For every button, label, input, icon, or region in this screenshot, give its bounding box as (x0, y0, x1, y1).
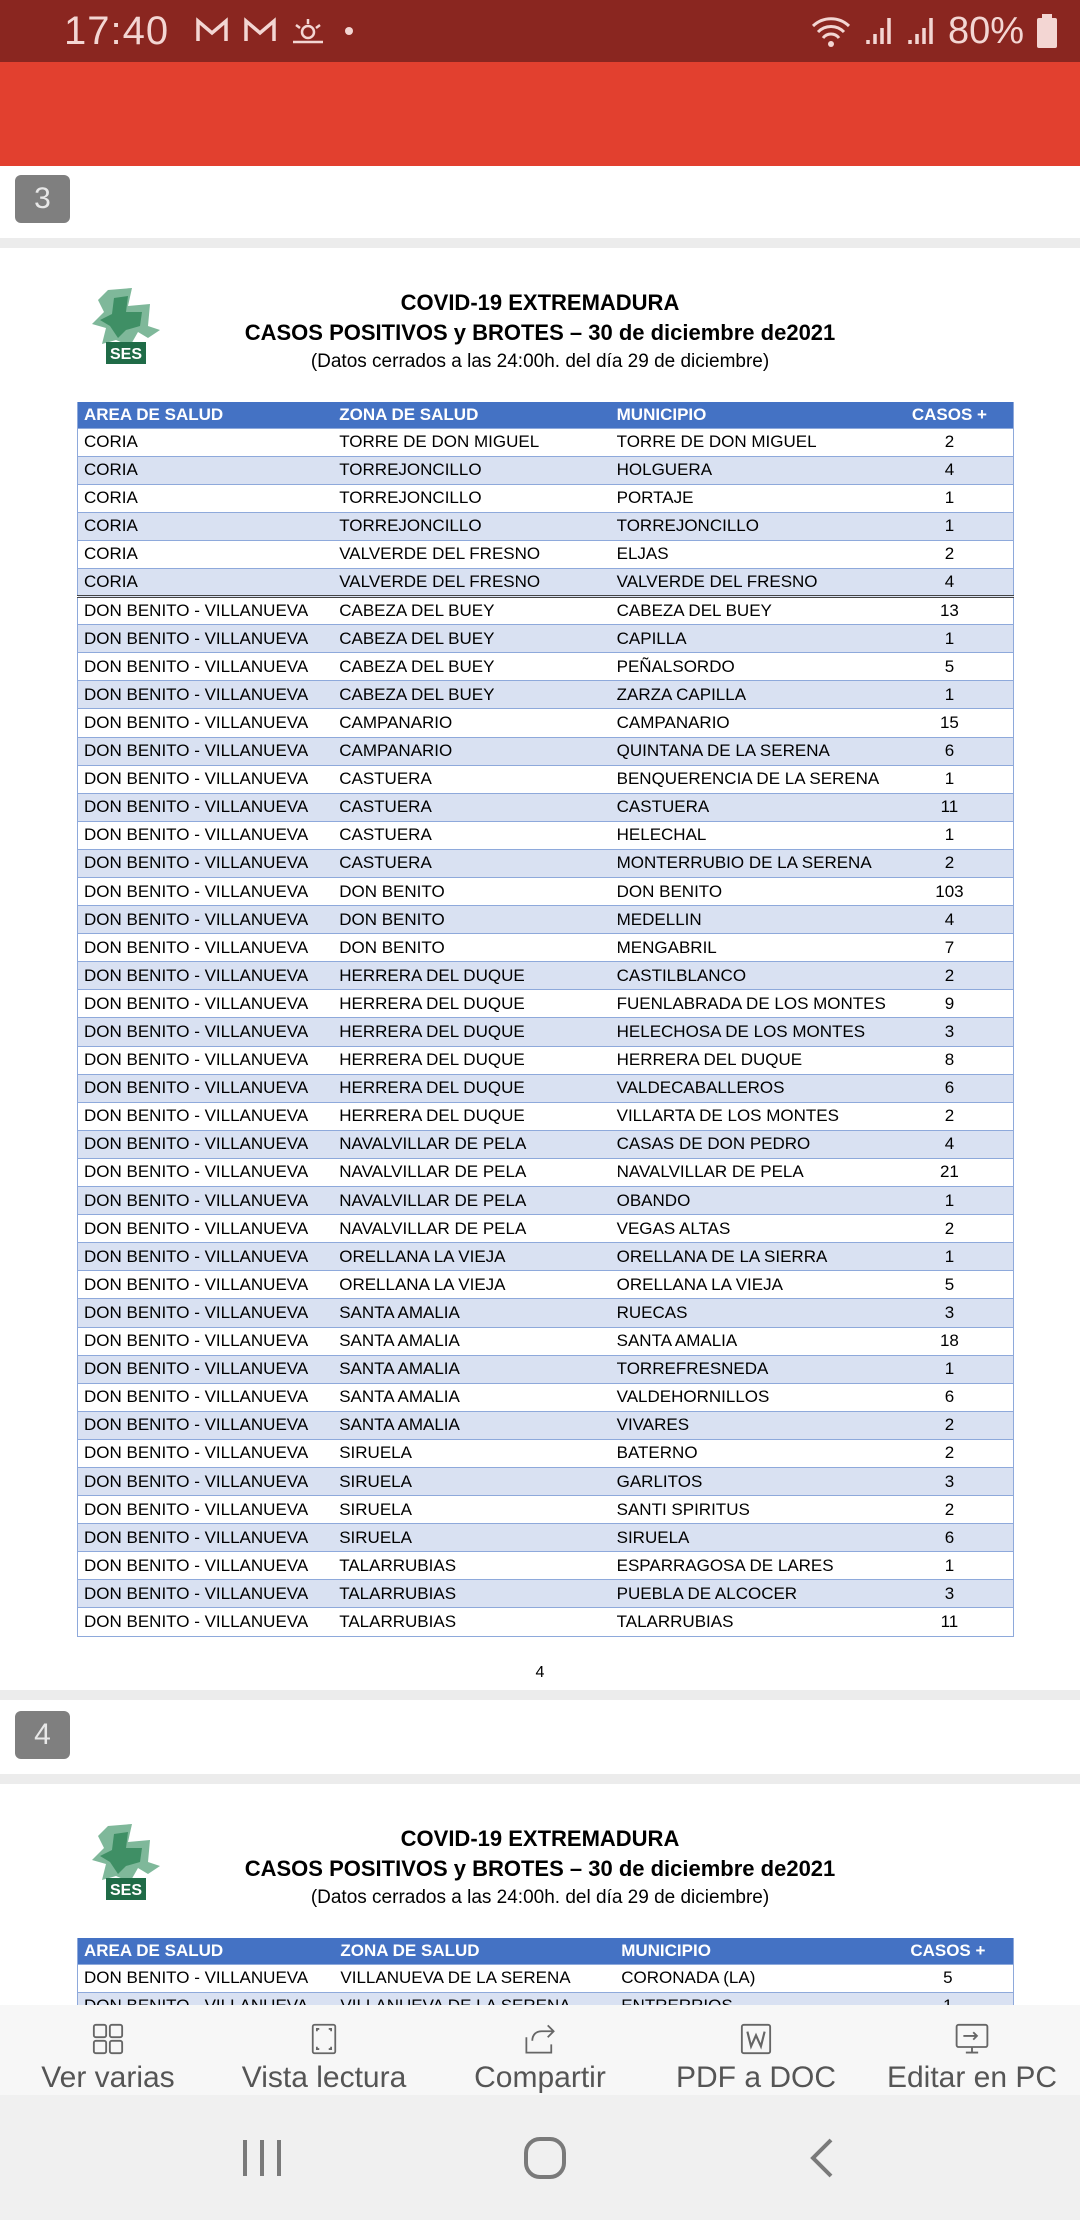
table-row (78, 1187, 1014, 1215)
municipality-cell: VALVERDE DEL FRESNO (611, 568, 886, 596)
area-cell: DON BENITO - VILLANUEVA (78, 1411, 334, 1439)
municipality-cell: BATERNO (611, 1439, 886, 1467)
document-subtitle: CASOS POSITIVOS y BROTES – 30 de diciembre de2021 (244, 1856, 836, 1881)
cases-cell: 18 (886, 1327, 1014, 1355)
area-cell: DON BENITO - VILLANUEVA (78, 793, 334, 821)
cases-cell: 1 (886, 1355, 1014, 1383)
zone-cell: SIRUELA (333, 1467, 610, 1495)
cases-cell: 11 (886, 1608, 1014, 1636)
area-cell: DON BENITO - VILLANUEVA (78, 625, 334, 653)
area-cell: CORIA (78, 484, 334, 512)
cases-cell: 3 (886, 1018, 1014, 1046)
zone-cell: SIRUELA (333, 1496, 610, 1524)
cases-cell: 13 (886, 597, 1014, 625)
table-row (78, 737, 1014, 765)
column-header: AREA DE SALUD (78, 402, 334, 428)
document-note: (Datos cerrados a las 24:00h. del día 29 de diciembre) (310, 351, 770, 372)
municipality-cell: ORELLANA DE LA SIERRA (611, 1243, 886, 1271)
zone-cell: CAMPANARIO (333, 709, 610, 737)
logo-text: SES (109, 346, 143, 363)
cases-cell: 5 (886, 653, 1014, 681)
area-cell: DON BENITO - VILLANUEVA (78, 1299, 334, 1327)
zone-cell: DON BENITO (333, 878, 610, 906)
table-row (78, 962, 1014, 990)
wifi-icon (810, 14, 852, 48)
table-row (78, 625, 1014, 653)
zone-cell: TALARRUBIAS (333, 1608, 610, 1636)
app-toolbar (0, 62, 1080, 166)
area-cell: DON BENITO - VILLANUEVA (78, 990, 334, 1018)
area-cell: DON BENITO - VILLANUEVA (78, 1327, 334, 1355)
table-header-row (78, 402, 1014, 428)
signal-icon (864, 14, 894, 48)
municipality-cell: MONTERRUBIO DE LA SERENA (611, 849, 886, 877)
municipality-cell: CORONADA (LA) (615, 1964, 883, 1992)
area-cell: DON BENITO - VILLANUEVA (78, 1102, 334, 1130)
zone-cell: NAVALVILLAR DE PELA (333, 1215, 610, 1243)
zone-cell: CASTUERA (333, 849, 610, 877)
area-cell: DON BENITO - VILLANUEVA (78, 765, 334, 793)
area-cell: CORIA (78, 568, 334, 596)
area-cell: DON BENITO - VILLANUEVA (78, 1187, 334, 1215)
municipality-cell: CAPILLA (611, 625, 886, 653)
column-header: MUNICIPIO (615, 1938, 883, 1964)
cases-cell: 6 (886, 737, 1014, 765)
municipality-cell: CASAS DE DON PEDRO (611, 1130, 886, 1158)
table-row (78, 878, 1014, 906)
area-cell: DON BENITO - VILLANUEVA (78, 878, 334, 906)
toolbar-label: PDF a DOC (675, 2061, 837, 2094)
table-row (78, 681, 1014, 709)
cases-cell: 7 (886, 934, 1014, 962)
municipality-cell: NAVALVILLAR DE PELA (611, 1158, 886, 1186)
table-row (78, 597, 1014, 625)
area-cell: DON BENITO - VILLANUEVA (78, 1130, 334, 1158)
municipality-cell: TORRE DE DON MIGUEL (611, 428, 886, 456)
municipality-cell: HERRERA DEL DUQUE (611, 1046, 886, 1074)
zone-cell: TORREJONCILLO (333, 484, 610, 512)
zone-cell: DON BENITO (333, 906, 610, 934)
area-cell: DON BENITO - VILLANUEVA (78, 934, 334, 962)
zone-cell: ORELLANA LA VIEJA (333, 1243, 610, 1271)
zone-cell: CABEZA DEL BUEY (333, 597, 610, 625)
municipality-cell: ZARZA CAPILLA (611, 681, 886, 709)
table-row (78, 568, 1014, 596)
zone-cell: TORREJONCILLO (333, 512, 610, 540)
cases-cell: 2 (886, 1102, 1014, 1130)
table-row (78, 1243, 1014, 1271)
cases-cell: 2 (886, 1411, 1014, 1439)
cases-cell: 2 (886, 849, 1014, 877)
table-row (78, 1046, 1014, 1074)
toolbar-label: Compartir (474, 2061, 606, 2094)
area-cell: DON BENITO - VILLANUEVA (78, 962, 334, 990)
back-icon[interactable] (803, 2134, 843, 2182)
page-number: 4 (535, 1664, 545, 1681)
area-cell: DON BENITO - VILLANUEVA (78, 1243, 334, 1271)
table-row (78, 456, 1014, 484)
table-row (78, 484, 1014, 512)
table-row (78, 1074, 1014, 1102)
page-badge[interactable]: 4 (15, 1711, 70, 1759)
table-row (78, 1327, 1014, 1355)
area-cell: DON BENITO - VILLANUEVA (78, 1158, 334, 1186)
cases-cell: 21 (886, 1158, 1014, 1186)
municipality-cell: VALDECABALLEROS (611, 1074, 886, 1102)
battery-percent: 80% (947, 9, 1024, 52)
recent-apps-icon[interactable] (237, 2136, 287, 2180)
cases-cell: 103 (886, 878, 1014, 906)
municipality-cell: OBANDO (611, 1187, 886, 1215)
toolbar-label: Editar en PC (886, 2061, 1058, 2094)
cases-cell: 8 (886, 1046, 1014, 1074)
table-row (78, 906, 1014, 934)
area-cell: CORIA (78, 512, 334, 540)
area-cell: DON BENITO - VILLANUEVA (78, 1580, 334, 1608)
municipality-cell: CASTUERA (611, 793, 886, 821)
gmail-icon (243, 17, 277, 45)
document-title: COVID-19 EXTREMADURA (400, 1826, 680, 1851)
cases-cell: 4 (886, 906, 1014, 934)
table-header-row (78, 1938, 1014, 1964)
zone-cell: TORRE DE DON MIGUEL (333, 428, 610, 456)
cases-cell: 3 (886, 1467, 1014, 1495)
zone-cell: SIRUELA (333, 1524, 610, 1552)
area-cell: DON BENITO - VILLANUEVA (78, 1496, 334, 1524)
municipality-cell: QUINTANA DE LA SERENA (611, 737, 886, 765)
zone-cell: DON BENITO (333, 934, 610, 962)
zone-cell: SIRUELA (333, 1439, 610, 1467)
reading-view-button[interactable] (234, 2023, 414, 2095)
municipality-cell: HELECHOSA DE LOS MONTES (611, 1018, 886, 1046)
document-title: COVID-19 EXTREMADURA (400, 290, 680, 315)
page-badge[interactable]: 3 (15, 175, 70, 223)
cases-cell: 1 (886, 765, 1014, 793)
municipality-cell: CAMPANARIO (611, 709, 886, 737)
zone-cell: HERRERA DEL DUQUE (333, 990, 610, 1018)
zone-cell: HERRERA DEL DUQUE (333, 1018, 610, 1046)
municipality-cell: HELECHAL (611, 821, 886, 849)
cases-table (77, 402, 1014, 1637)
table-row (78, 428, 1014, 456)
cases-cell: 6 (886, 1524, 1014, 1552)
area-cell: CORIA (78, 428, 334, 456)
table-row (78, 1524, 1014, 1552)
table-row (78, 1130, 1014, 1158)
zone-cell: ORELLANA LA VIEJA (333, 1271, 610, 1299)
zone-cell: CAMPANARIO (333, 737, 610, 765)
municipality-cell: VALDEHORNILLOS (611, 1383, 886, 1411)
municipality-cell: SIRUELA (611, 1524, 886, 1552)
area-cell: DON BENITO - VILLANUEVA (78, 1215, 334, 1243)
table-row (78, 512, 1014, 540)
municipality-cell: HOLGUERA (611, 456, 886, 484)
table-row (78, 849, 1014, 877)
table-row (78, 1439, 1014, 1467)
logo-text: SES (109, 1882, 143, 1899)
cases-cell: 4 (886, 456, 1014, 484)
area-cell: DON BENITO - VILLANUEVA (78, 1383, 334, 1411)
municipality-cell: PUEBLA DE ALCOCER (611, 1580, 886, 1608)
document-header (0, 1824, 1080, 1912)
zone-cell: SANTA AMALIA (333, 1383, 610, 1411)
zone-cell: HERRERA DEL DUQUE (333, 1102, 610, 1130)
zone-cell: CABEZA DEL BUEY (333, 681, 610, 709)
zone-cell: CABEZA DEL BUEY (333, 625, 610, 653)
page-separator (0, 1700, 1080, 1774)
zone-cell: TORREJONCILLO (333, 456, 610, 484)
area-cell: DON BENITO - VILLANUEVA (78, 821, 334, 849)
area-cell: DON BENITO - VILLANUEVA (78, 681, 334, 709)
municipality-cell: VIVARES (611, 1411, 886, 1439)
area-cell: DON BENITO - VILLANUEVA (78, 1524, 334, 1552)
table-row (78, 1299, 1014, 1327)
table-row (78, 793, 1014, 821)
municipality-cell: SANTI SPIRITUS (611, 1496, 886, 1524)
zone-cell: VALVERDE DEL FRESNO (333, 540, 610, 568)
municipality-cell: TORREJONCILLO (611, 512, 886, 540)
table-row (78, 990, 1014, 1018)
municipality-cell: ESPARRAGOSA DE LARES (611, 1552, 886, 1580)
table-row (78, 1496, 1014, 1524)
area-cell: DON BENITO - VILLANUEVA (78, 709, 334, 737)
cases-cell: 1 (886, 484, 1014, 512)
area-cell: DON BENITO - VILLANUEVA (78, 1467, 334, 1495)
cases-cell: 15 (886, 709, 1014, 737)
zone-cell: SANTA AMALIA (333, 1299, 610, 1327)
system-nav-bar (0, 2095, 1080, 2220)
cases-cell: 1 (886, 681, 1014, 709)
table-row (78, 540, 1014, 568)
zone-cell: TALARRUBIAS (333, 1580, 610, 1608)
document-note: (Datos cerrados a las 24:00h. del día 29 de diciembre) (310, 1887, 770, 1908)
multi-page-icon (82, 2023, 134, 2055)
municipality-cell: SANTA AMALIA (611, 1327, 886, 1355)
column-header: AREA DE SALUD (78, 1938, 335, 1964)
status-time: 17:40 (64, 8, 170, 53)
area-cell: DON BENITO - VILLANUEVA (78, 1074, 334, 1102)
cases-cell: 2 (886, 1439, 1014, 1467)
municipality-cell: PORTAJE (611, 484, 886, 512)
column-header: MUNICIPIO (611, 402, 886, 428)
table-row (78, 1608, 1014, 1636)
area-cell: DON BENITO - VILLANUEVA (78, 849, 334, 877)
cases-cell: 11 (886, 793, 1014, 821)
area-cell: DON BENITO - VILLANUEVA (78, 1552, 334, 1580)
area-cell: DON BENITO - VILLANUEVA (78, 1964, 335, 1992)
zone-cell: SANTA AMALIA (333, 1327, 610, 1355)
table-row (78, 1383, 1014, 1411)
document-header (0, 288, 1080, 376)
area-cell: DON BENITO - VILLANUEVA (78, 1046, 334, 1074)
home-icon[interactable] (521, 2134, 569, 2182)
page-separator (0, 166, 1080, 238)
document-subtitle: CASOS POSITIVOS y BROTES – 30 de diciembre de2021 (244, 320, 836, 345)
table-row (78, 1018, 1014, 1046)
zone-cell: HERRERA DEL DUQUE (333, 1046, 610, 1074)
table-row (78, 821, 1014, 849)
municipality-cell: RUECAS (611, 1299, 886, 1327)
table-row (78, 765, 1014, 793)
table-row (78, 1580, 1014, 1608)
cases-cell: 2 (886, 428, 1014, 456)
municipality-cell: PEÑALSORDO (611, 653, 886, 681)
share-button[interactable] (450, 2023, 630, 2095)
cases-cell: 4 (886, 568, 1014, 596)
table-row (78, 1411, 1014, 1439)
table-row (78, 1158, 1014, 1186)
cases-cell: 1 (886, 1552, 1014, 1580)
cases-cell: 1 (886, 1187, 1014, 1215)
table-row (78, 1355, 1014, 1383)
zone-cell: NAVALVILLAR DE PELA (333, 1130, 610, 1158)
cases-cell: 4 (886, 1130, 1014, 1158)
cases-cell: 1 (886, 1243, 1014, 1271)
area-cell: DON BENITO - VILLANUEVA (78, 1018, 334, 1046)
area-cell: DON BENITO - VILLANUEVA (78, 653, 334, 681)
area-cell: DON BENITO - VILLANUEVA (78, 737, 334, 765)
pdf-to-doc-button[interactable] (666, 2023, 846, 2095)
column-header: CASOS + (883, 1938, 1014, 1964)
cases-cell: 6 (886, 1383, 1014, 1411)
dot-icon (339, 21, 359, 41)
area-cell: DON BENITO - VILLANUEVA (78, 1271, 334, 1299)
cases-cell: 2 (886, 1215, 1014, 1243)
area-cell: DON BENITO - VILLANUEVA (78, 1608, 334, 1636)
status-bar (0, 0, 1080, 62)
zone-cell: CABEZA DEL BUEY (333, 653, 610, 681)
municipality-cell: CABEZA DEL BUEY (611, 597, 886, 625)
table-row (78, 1467, 1014, 1495)
cases-cell: 2 (886, 962, 1014, 990)
cases-cell: 3 (886, 1580, 1014, 1608)
table-row (78, 934, 1014, 962)
table-row (78, 1964, 1014, 1992)
cases-cell: 5 (883, 1964, 1014, 1992)
zone-cell: NAVALVILLAR DE PELA (333, 1187, 610, 1215)
zone-cell: CASTUERA (333, 793, 610, 821)
cases-cell: 3 (886, 1299, 1014, 1327)
word-icon (730, 2023, 782, 2055)
cases-cell: 6 (886, 1074, 1014, 1102)
column-header: ZONA DE SALUD (334, 1938, 615, 1964)
table-row (78, 653, 1014, 681)
area-cell: CORIA (78, 456, 334, 484)
zone-cell: TALARRUBIAS (333, 1552, 610, 1580)
municipality-cell: GARLITOS (611, 1467, 886, 1495)
table-row (78, 1215, 1014, 1243)
toolbar-label: Vista lectura (241, 2061, 407, 2094)
table-row (78, 1271, 1014, 1299)
signal-icon (906, 14, 936, 48)
municipality-cell: MENGABRIL (611, 934, 886, 962)
area-cell: DON BENITO - VILLANUEVA (78, 1439, 334, 1467)
zone-cell: VALVERDE DEL FRESNO (333, 568, 610, 596)
bottom-toolbar (0, 2005, 1080, 2095)
zone-cell: SANTA AMALIA (333, 1355, 610, 1383)
column-header: ZONA DE SALUD (333, 402, 610, 428)
column-header: CASOS + (886, 402, 1014, 428)
municipality-cell: BENQUERENCIA DE LA SERENA (611, 765, 886, 793)
municipality-cell: MEDELLIN (611, 906, 886, 934)
weather-icon (291, 16, 325, 46)
table-row (78, 709, 1014, 737)
zone-cell: VILLANUEVA DE LA SERENA (334, 1964, 615, 1992)
gmail-icon (195, 17, 229, 45)
battery-icon (1036, 13, 1058, 49)
toolbar-label: Ver varias (41, 2061, 175, 2094)
area-cell: DON BENITO - VILLANUEVA (78, 597, 334, 625)
reading-view-icon (302, 2023, 346, 2055)
area-cell: DON BENITO - VILLANUEVA (78, 906, 334, 934)
cases-cell: 9 (886, 990, 1014, 1018)
zone-cell: CASTUERA (333, 765, 610, 793)
cases-cell: 2 (886, 540, 1014, 568)
area-cell: CORIA (78, 540, 334, 568)
zone-cell: HERRERA DEL DUQUE (333, 962, 610, 990)
table-row (78, 1102, 1014, 1130)
municipality-cell: ORELLANA LA VIEJA (611, 1271, 886, 1299)
cases-cell: 1 (886, 625, 1014, 653)
table-row (78, 1552, 1014, 1580)
multi-page-button[interactable] (18, 2023, 198, 2095)
municipality-cell: TORREFRESNEDA (611, 1355, 886, 1383)
municipality-cell: VEGAS ALTAS (611, 1215, 886, 1243)
municipality-cell: FUENLABRADA DE LOS MONTES (611, 990, 886, 1018)
cases-cell: 2 (886, 1496, 1014, 1524)
area-cell: DON BENITO - VILLANUEVA (78, 1355, 334, 1383)
zone-cell: SANTA AMALIA (333, 1411, 610, 1439)
cases-cell: 5 (886, 1271, 1014, 1299)
municipality-cell: CASTILBLANCO (611, 962, 886, 990)
share-icon (513, 2023, 567, 2055)
cases-cell: 1 (886, 512, 1014, 540)
municipality-cell: TALARRUBIAS (611, 1608, 886, 1636)
municipality-cell: ELJAS (611, 540, 886, 568)
zone-cell: NAVALVILLAR DE PELA (333, 1158, 610, 1186)
zone-cell: HERRERA DEL DUQUE (333, 1074, 610, 1102)
cases-cell: 1 (886, 821, 1014, 849)
municipality-cell: DON BENITO (611, 878, 886, 906)
edit-on-pc-button[interactable] (882, 2023, 1062, 2095)
edit-pc-icon (944, 2023, 1000, 2055)
zone-cell: CASTUERA (333, 821, 610, 849)
municipality-cell: VILLARTA DE LOS MONTES (611, 1102, 886, 1130)
